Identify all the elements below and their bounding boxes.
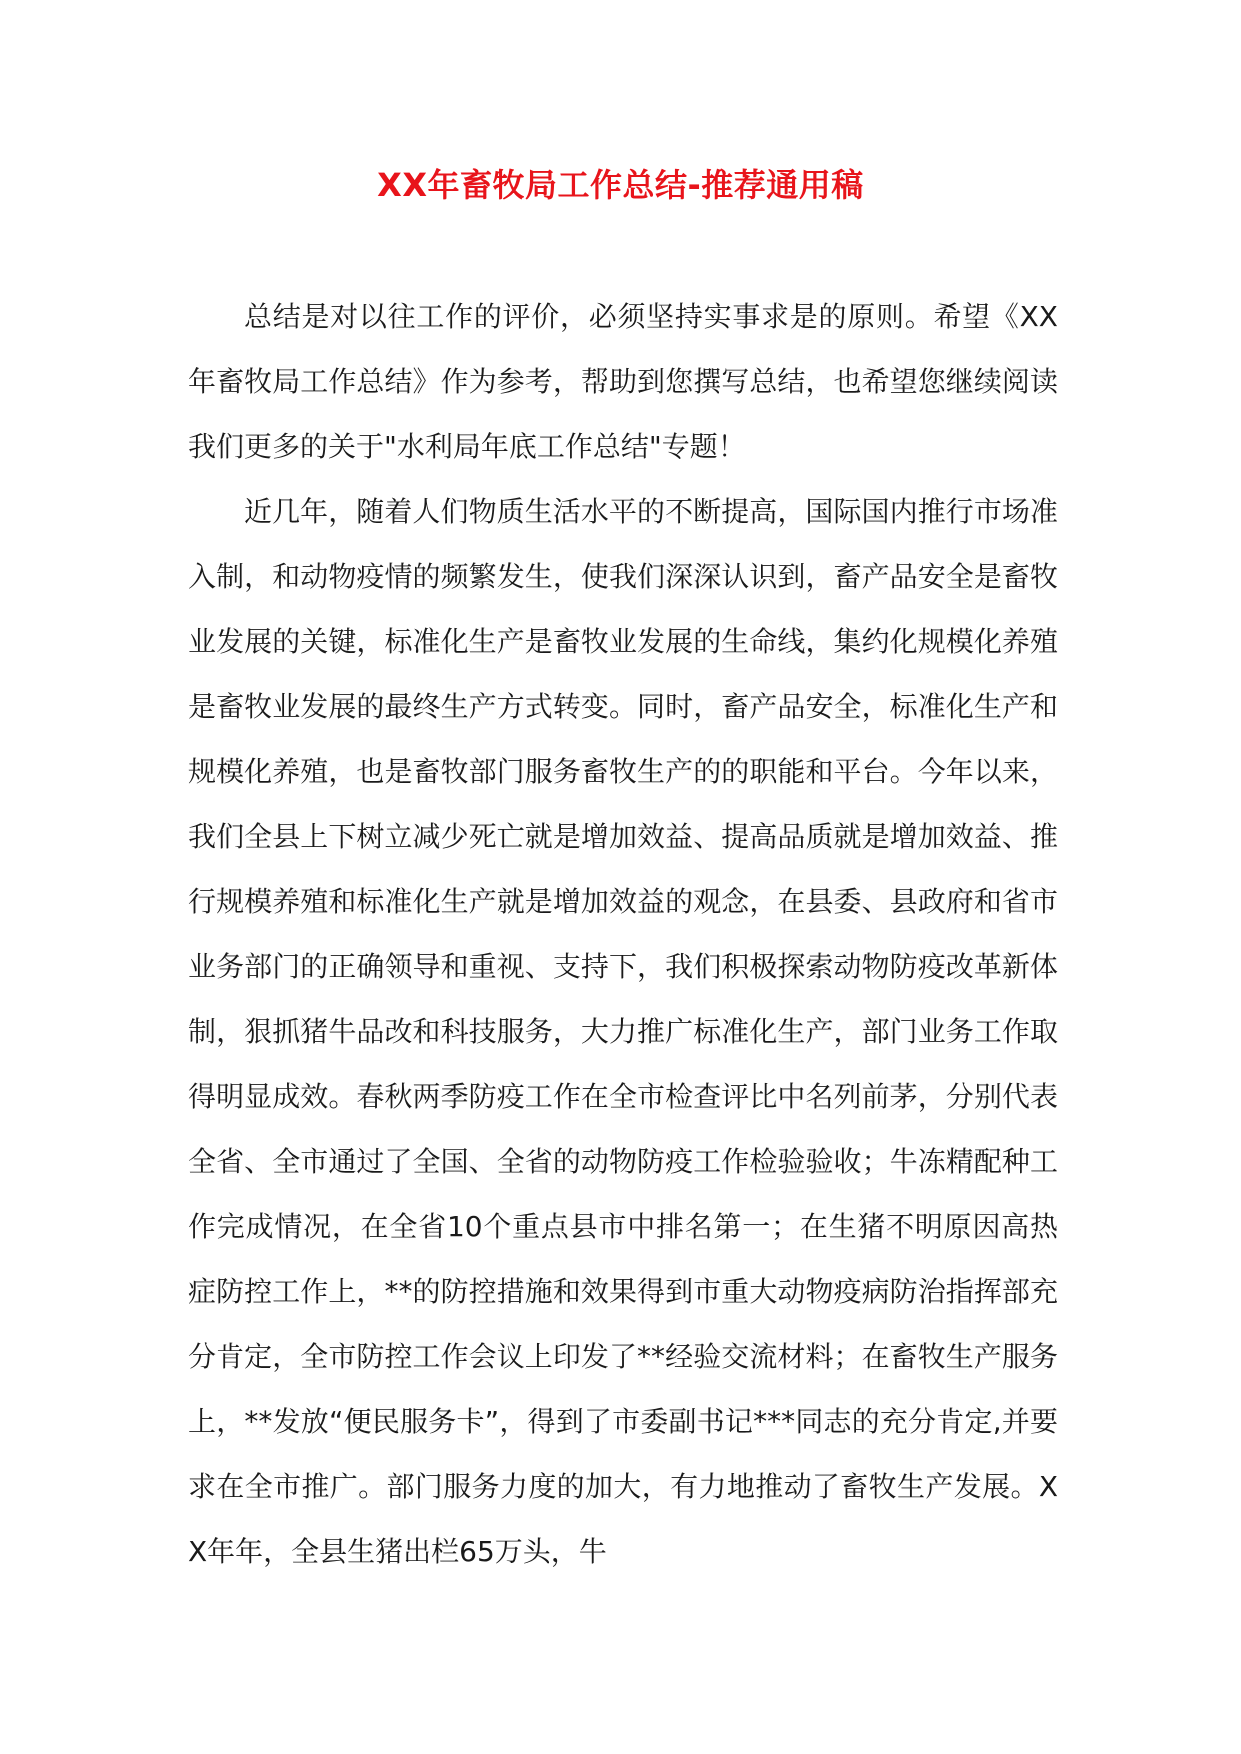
document-body xyxy=(188,284,1058,1584)
document-title: XX年畜牧局工作总结-推荐通用稿 xyxy=(377,166,864,204)
paragraph-intro: 总结是对以往工作的评价，必须坚持实事求是的原则。希望《XX年畜牧局工作总结》作为参考，帮助到您撰写总结，也希望您继续阅读我们更多的关于"水利局年底工作总结"专题！ xyxy=(188,300,1058,463)
paragraph-main: 近几年，随着人们物质生活水平的不断提高，国际国内推行市场准入制，和动物疫情的频繁发生，使我们深深认识到，畜产品安全是畜牧业发展的关键，标准化生产是畜牧业发展的生命线，集约化规模化养殖是畜牧业发展的最终生产方式转变。同时，畜产品安全，标准化生产和规模化养殖，也是畜牧部门服务畜牧生产的的职能和平台。今年以来，我们全县上下树立减少死亡就是增加效益、提高品质就是增加效益、推行规模养殖和标准化生产就是增加效益的观念，在县委、县政府和省市业务部门的正确领导和重视、支持下，我们积极探索动物防疫改革新体制，狠抓猪牛品改和科技服务，大力推广标准化生产，部门业务工作取得明显成效。春秋两季防疫工作在全市检查评比中名列前茅，分别代表全省、全市通过了全国、全省的动物防疫工作检验验收；牛冻精配种工作完成情况，在全省10个重点县市中排名第一；在生猪不明原因高热症防控工作上，**的防控措施和效果得到市重大动物疫病防治指挥部充分肯定，全市防控工作会议上印发了**经验交流材料；在畜牧生产服务上，**发放“便民服务卡”，得到了市委副书记***同志的充分肯定,并要求在全市推广。部门服务力度的加大，有力地推动了畜牧生产发展。XX年年，全县生猪出栏65万头，牛 xyxy=(188,495,1058,1568)
